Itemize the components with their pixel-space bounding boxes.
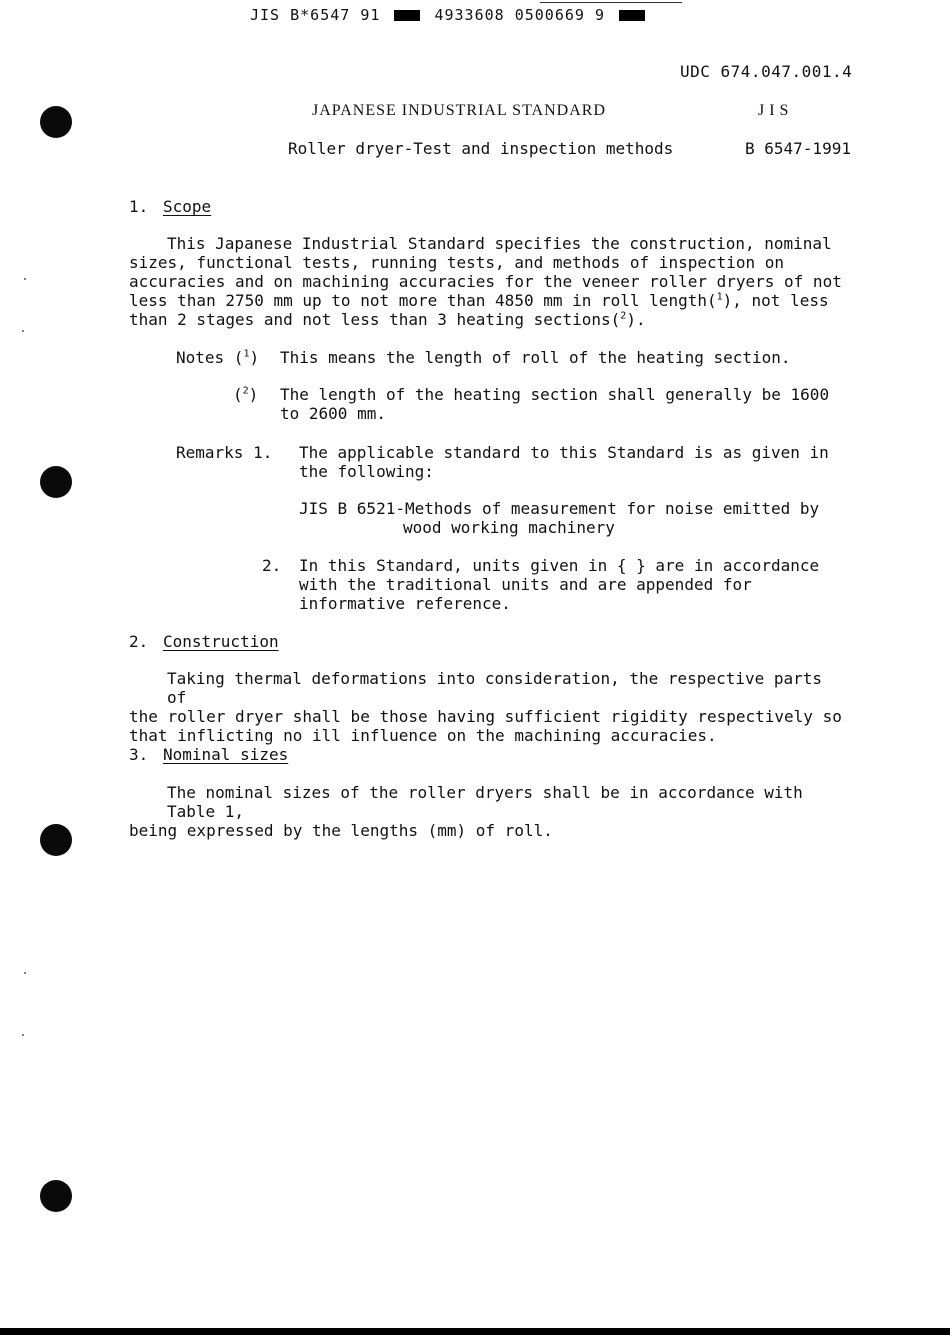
- barcode-block-icon: [394, 10, 420, 21]
- scan-speck: [22, 1034, 24, 1036]
- nominal-sizes-body: [129, 783, 859, 840]
- scan-speck: [24, 278, 26, 280]
- scope-line-2: sizes, functional tests, running tests, and methods of inspection on: [129, 253, 785, 272]
- section-2-number: 2.: [129, 632, 149, 651]
- scope-line-5a: than 2 stages and not less than 3 heating sections(: [129, 310, 621, 329]
- note-2-mark-wrap: ($^2$): [233, 385, 259, 404]
- section-1-title: Scope: [163, 197, 212, 216]
- top-code-part1: JIS B*6547 91: [250, 6, 381, 24]
- construction-line-3: that inflicting no ill influence on the machining accuracies.: [129, 726, 717, 745]
- construction-line-1: Taking thermal deformations into consideration, the respective parts of: [167, 669, 823, 707]
- scan-speck: [24, 972, 26, 974]
- standard-title: JAPANESE INDUSTRIAL STANDARD: [312, 102, 606, 119]
- referenced-standard: [299, 499, 819, 537]
- scope-line-4: [129, 291, 849, 310]
- remark-2-number: 2.: [262, 556, 282, 575]
- note-1-mark: 1: [243, 348, 250, 360]
- scope-line-5b: ).: [626, 310, 646, 329]
- scope-line-5: [129, 310, 849, 329]
- note-2-line-2: to 2600 mm.: [280, 404, 386, 423]
- scope-line-3: accuracies and on machining accuracies for the veneer roller dryers of not: [129, 272, 842, 291]
- ref-line-1: JIS B 6521-Methods of measurement for noise emitted by: [299, 499, 820, 518]
- jis-mark: J I S: [758, 102, 789, 119]
- top-code-part2: 4933608 0500669 9: [434, 6, 605, 24]
- footnote-ref-1: 1: [716, 291, 723, 303]
- notes-label-text: Notes: [176, 348, 225, 367]
- top-rule: [540, 2, 682, 3]
- scope-line-4b: ), not less: [722, 291, 829, 310]
- scan-speck: [22, 330, 24, 332]
- scan-bottom-edge: [0, 1328, 950, 1335]
- note-2-text: [280, 385, 829, 423]
- scope-body: [129, 234, 849, 329]
- remark-2-line-3: informative reference.: [299, 594, 511, 613]
- remark-1-line-2: the following:: [299, 462, 434, 481]
- document-number: B 6547-1991: [745, 139, 851, 158]
- note-2-mark: 2: [242, 385, 249, 397]
- construction-body: [129, 669, 849, 745]
- section-2-title: Construction: [163, 632, 279, 651]
- binder-hole-2: [40, 466, 72, 498]
- barcode-block-icon: [619, 10, 645, 21]
- binder-hole-1: [40, 106, 72, 138]
- remark-2-line-1: In this Standard, units given in { } are in accordance: [299, 556, 820, 575]
- notes-label: Notes ($^1$): [176, 348, 260, 367]
- note-2-line-1: The length of the heating section shall generally be 1600: [280, 385, 830, 404]
- remark-2-line-2: with the traditional units and are appended for: [299, 575, 752, 594]
- section-3-title: Nominal sizes: [163, 745, 289, 764]
- document-title: Roller dryer-Test and inspection methods: [288, 139, 674, 158]
- section-1-number: 1.: [129, 197, 149, 216]
- scope-line-1: This Japanese Industrial Standard specifies the construction, nominal: [167, 234, 832, 253]
- footnote-ref-2: 2: [620, 310, 627, 322]
- top-catalog-code: [250, 6, 649, 24]
- nominal-line-2: being expressed by the lengths (mm) of roll.: [129, 821, 553, 840]
- scope-line-4a: less than 2750 mm up to not more than 4850 mm in roll length(: [129, 291, 717, 310]
- remark-2-text: [299, 556, 819, 613]
- ref-line-2: wood working machinery: [403, 518, 615, 537]
- remark-1-text: [299, 443, 829, 481]
- section-3-number: 3.: [129, 745, 149, 764]
- note-1-text: This means the length of roll of the heating section.: [280, 348, 791, 367]
- remark-1-line-1: The applicable standard to this Standard is as given in: [299, 443, 829, 462]
- udc-number: UDC 674.047.001.4: [680, 62, 853, 81]
- binder-hole-4: [40, 1180, 72, 1212]
- remarks-label: Remarks 1.: [176, 443, 273, 462]
- nominal-line-1: The nominal sizes of the roller dryers shall be in accordance with Table 1,: [167, 783, 803, 821]
- construction-line-2: the roller dryer shall be those having sufficient rigidity respectively so: [129, 707, 842, 726]
- binder-hole-3: [40, 824, 72, 856]
